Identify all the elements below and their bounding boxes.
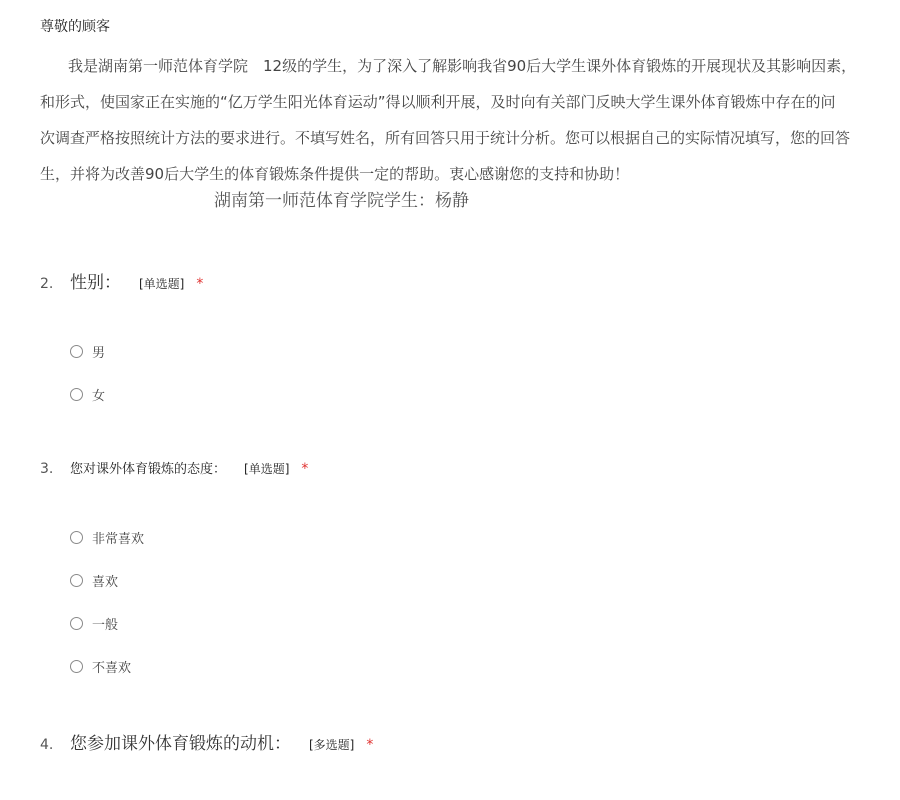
- intro-line: 我是湖南第一师范体育学院 12级的学生，为了深入了解影响我省90后大学生课外体育锻炼的开展现状及其影响因素，: [68, 57, 857, 75]
- option-label: 一般: [92, 618, 119, 633]
- question-type-badge: [单选题]: [139, 277, 185, 291]
- question-header: [40, 268, 880, 293]
- intro-line: 和形式，使国家正在实施的“亿万学生阳光体育运动”得以顺利开展，及时向有关部门反映大学生课外体育锻炼中存在的问: [40, 93, 836, 111]
- question-header: [40, 458, 880, 477]
- question-number: 4.: [40, 737, 54, 753]
- option-like-very-much[interactable]: [70, 528, 144, 547]
- option-like[interactable]: [70, 571, 118, 590]
- radio-button[interactable]: [70, 345, 83, 358]
- option-label: 男: [92, 346, 106, 361]
- question-type-badge: [单选题]: [244, 462, 290, 476]
- question-attitude: [40, 458, 880, 676]
- greeting: 尊敬的顾客: [40, 19, 110, 35]
- option-neutral[interactable]: [70, 614, 118, 633]
- required-marker: *: [196, 276, 204, 292]
- option-female[interactable]: [70, 385, 105, 404]
- required-marker: *: [301, 461, 309, 477]
- question-motivation: [40, 729, 880, 754]
- option-label: 喜欢: [92, 575, 119, 590]
- intro-line: 生，并将为改善90后大学生的体育锻炼条件提供一定的帮助。衷心感谢您的支持和协助！: [40, 165, 630, 183]
- radio-button[interactable]: [70, 388, 83, 401]
- question-title: 您对课外体育锻炼的态度：: [70, 462, 227, 477]
- radio-button[interactable]: [70, 574, 83, 587]
- question-type-badge: [多选题]: [309, 738, 355, 752]
- question-title: 性别：: [70, 273, 121, 293]
- option-male[interactable]: [70, 342, 105, 361]
- intro-paragraph: [40, 54, 900, 198]
- question-title: 您参加课外体育锻炼的动机：: [70, 734, 291, 754]
- signature: 湖南第一师范体育学院学生：杨静: [214, 191, 469, 211]
- question-gender: [40, 268, 880, 404]
- question-number: 2.: [40, 276, 54, 292]
- radio-button[interactable]: [70, 531, 83, 544]
- required-marker: *: [366, 737, 374, 753]
- question-header: [40, 729, 880, 754]
- option-dislike[interactable]: [70, 657, 131, 676]
- radio-button[interactable]: [70, 660, 83, 673]
- option-label: 不喜欢: [92, 661, 132, 676]
- option-label: 非常喜欢: [92, 532, 145, 547]
- option-label: 女: [92, 389, 106, 404]
- intro-line: 次调查严格按照统计方法的要求进行。不填写姓名，所有回答只用于统计分析。您可以根据自己的实际情况填写，您的回答: [40, 129, 851, 147]
- radio-button[interactable]: [70, 617, 83, 630]
- question-number: 3.: [40, 461, 54, 477]
